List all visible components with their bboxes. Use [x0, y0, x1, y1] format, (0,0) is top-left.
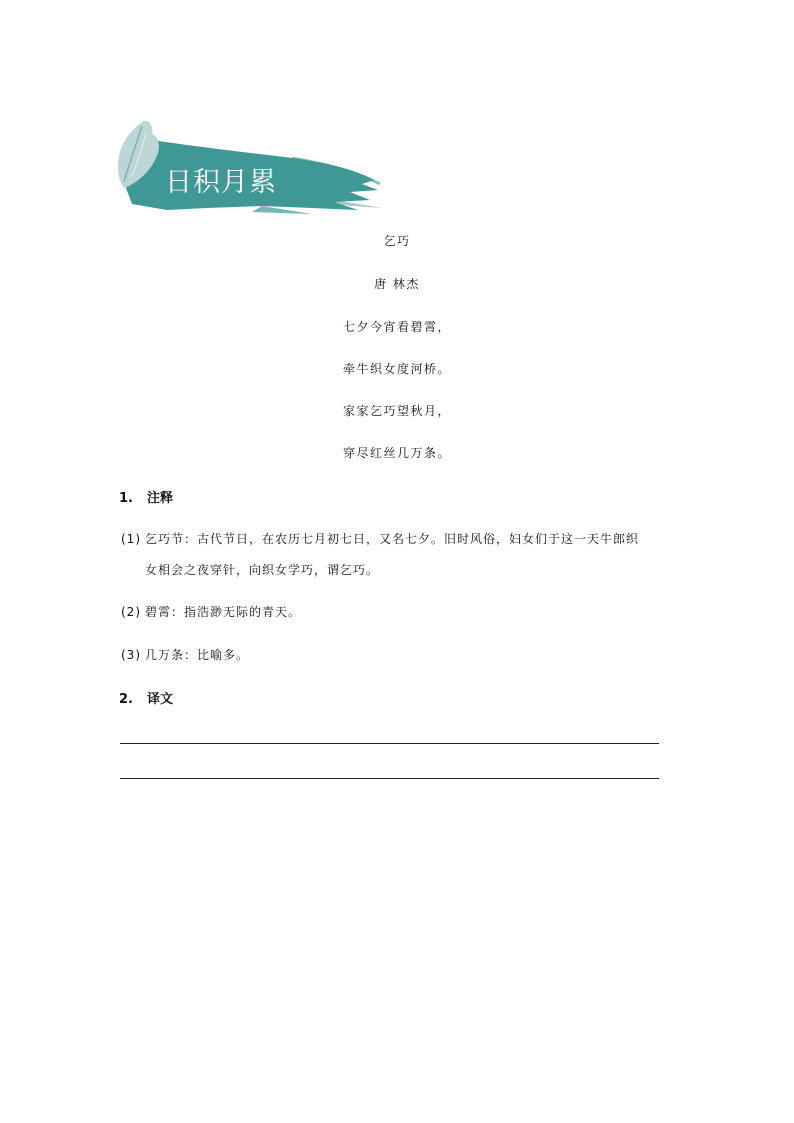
section-number: 2. [119, 692, 133, 707]
poem-author: 唐 林杰 [374, 277, 420, 291]
note-item [121, 603, 301, 620]
answer-line [120, 778, 659, 779]
section-heading-notes [119, 487, 173, 506]
section-heading-translation [119, 688, 173, 707]
note-continuation: 女相会之夜穿针，向织女学巧，谓乞巧。 [145, 563, 380, 577]
note-text: 乞巧节：古代节日，在农历七月初七日，又名七夕。旧时风俗，妇女们于这一天牛郎织 [145, 532, 640, 546]
note-item [121, 530, 639, 547]
page-title: 日积月累 [165, 167, 277, 198]
note-item [121, 646, 249, 663]
poem-line: 穿尽红丝几万条。 [342, 446, 451, 460]
poem-line: 七夕今宵看碧霄， [342, 320, 451, 334]
note-index: (2) [121, 605, 141, 619]
answer-line [120, 743, 659, 744]
section-number: 1. [119, 491, 133, 506]
poem-title: 乞巧 [383, 234, 411, 248]
section-title: 注释 [147, 491, 174, 506]
note-index: (1) [121, 532, 141, 546]
note-text: 碧霄：指浩渺无际的青天。 [145, 605, 302, 619]
poem-line: 家家乞巧望秋月， [342, 404, 451, 418]
poem-line: 牵牛织女度河桥。 [342, 362, 451, 376]
note-index: (3) [121, 648, 141, 662]
section-title: 译文 [147, 692, 174, 707]
note-text: 几万条：比喻多。 [145, 648, 250, 662]
